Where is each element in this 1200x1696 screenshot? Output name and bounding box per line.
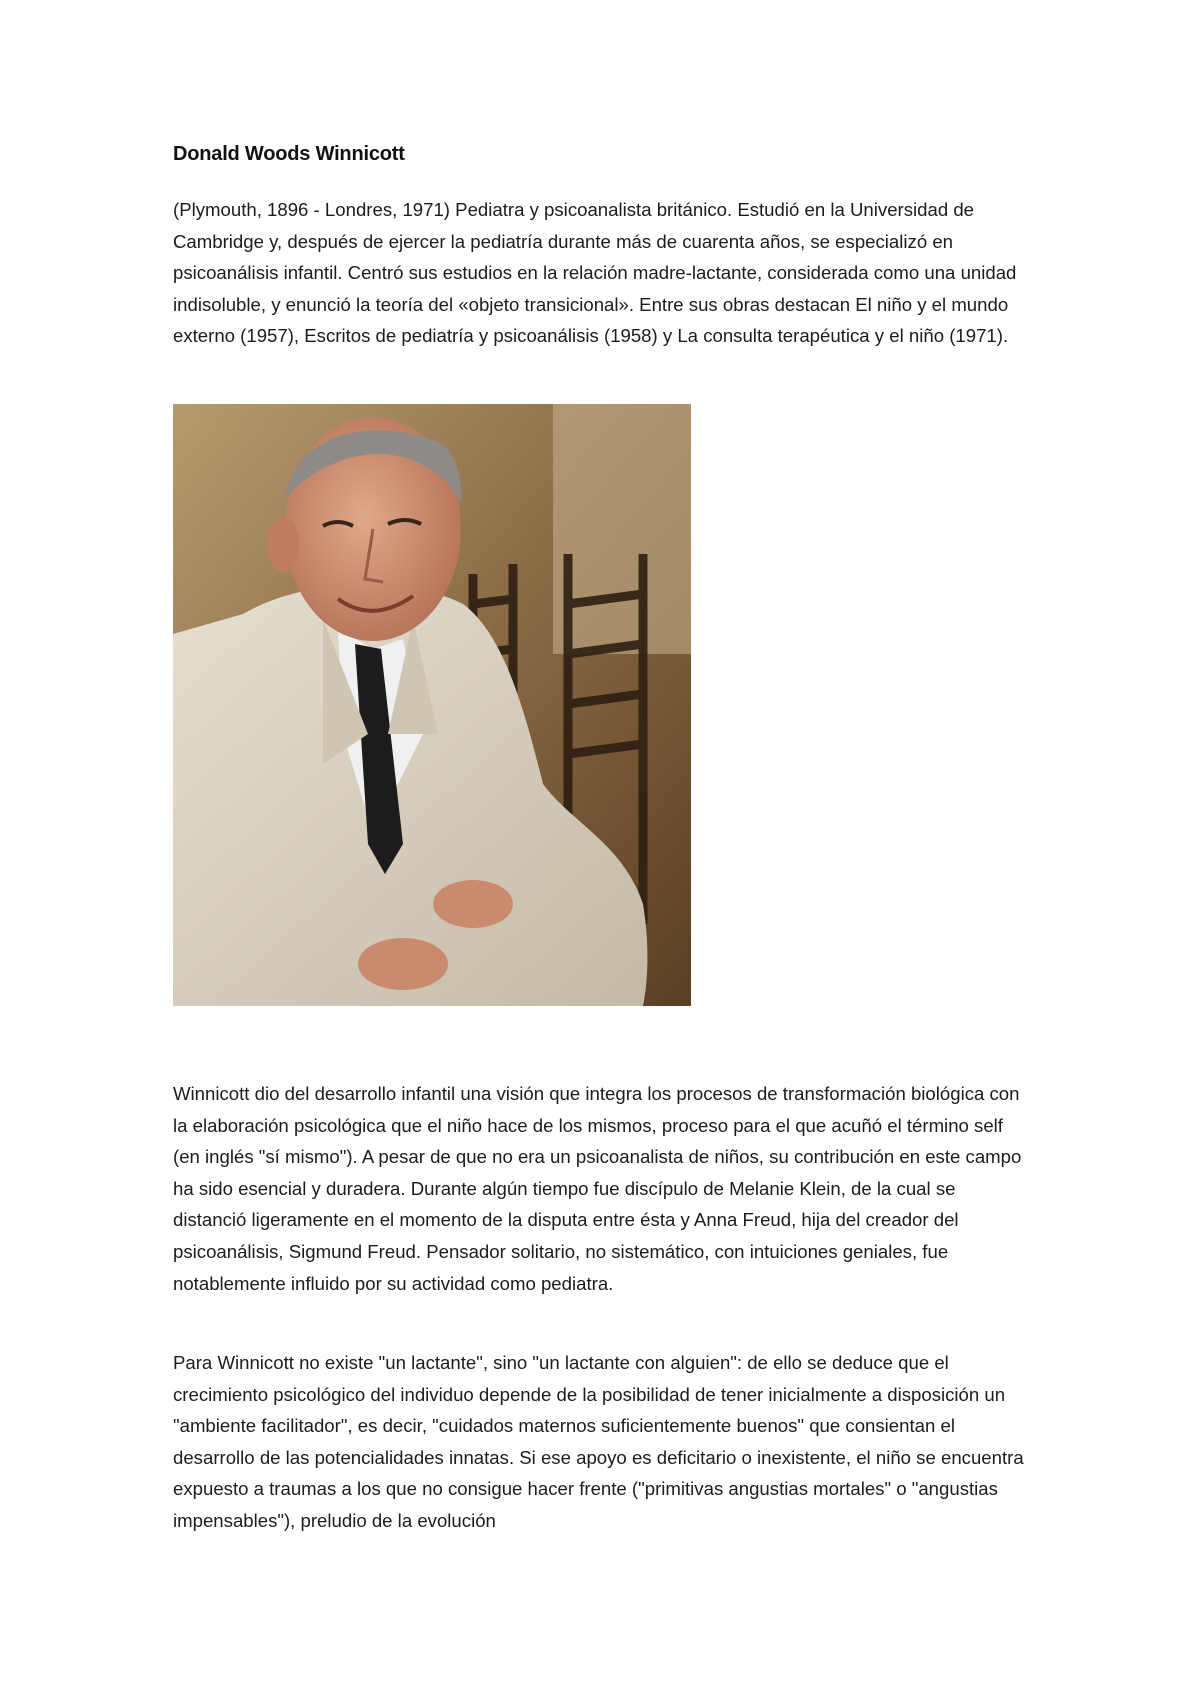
document-title: Donald Woods Winnicott bbox=[173, 143, 405, 165]
portrait-photo bbox=[173, 404, 691, 1006]
intro-paragraph: (Plymouth, 1896 - Londres, 1971) Pediatra y psicoanalista británico. Estudió en la Universidad de Cambridge y, después de ejercer la pediatría durante más de cuarenta años, se especializó en psicoanálisis infantil. Centró sus estudios en la relación madre-lactante, considerada como una unidad indisoluble, y enunció la teoría del «objeto transicional». Entre sus obras destacan El niño y el mundo externo (1957), Escritos de pediatría y psicoanálisis (1958) y La consulta terapéutica y el niño (1971). bbox=[173, 199, 1017, 347]
body-paragraph-2: Winnicott dio del desarrollo infantil una visión que integra los procesos de transformación biológica con la elaboración psicológica que el niño hace de los mismos, proceso para el que acuñó el término self (en inglés "sí mismo"). A pesar de que no era un psicoanalista de niños, su contribución en este campo ha sido esencial y duradera. Durante algún tiempo fue discípulo de Melanie Klein, de la cual se distanció ligeramente en el momento de la disputa entre ésta y Anna Freud, hija del creador del psicoanálisis, Sigmund Freud. Pensador solitario, no sistemático, con intuiciones geniales, fue notablemente influido por su actividad como pediatra. bbox=[173, 1083, 1022, 1294]
body-paragraph-3: Para Winnicott no existe "un lactante", sino "un lactante con alguien": de ello se deduce que el crecimiento psicológico del individuo depende de la posibilidad de tener inicialmente a disposición un "ambiente facilitador", es decir, "cuidados maternos suficientemente buenos" que consientan el desarrollo de las potencialidades innatas. Si ese apoyo es deficitario o inexistente, el niño se encuentra expuesto a traumas a los que no consigue hacer frente ("primitivas angustias mortales" o "angustias impensables"), preludio de la evolución bbox=[173, 1352, 1024, 1531]
